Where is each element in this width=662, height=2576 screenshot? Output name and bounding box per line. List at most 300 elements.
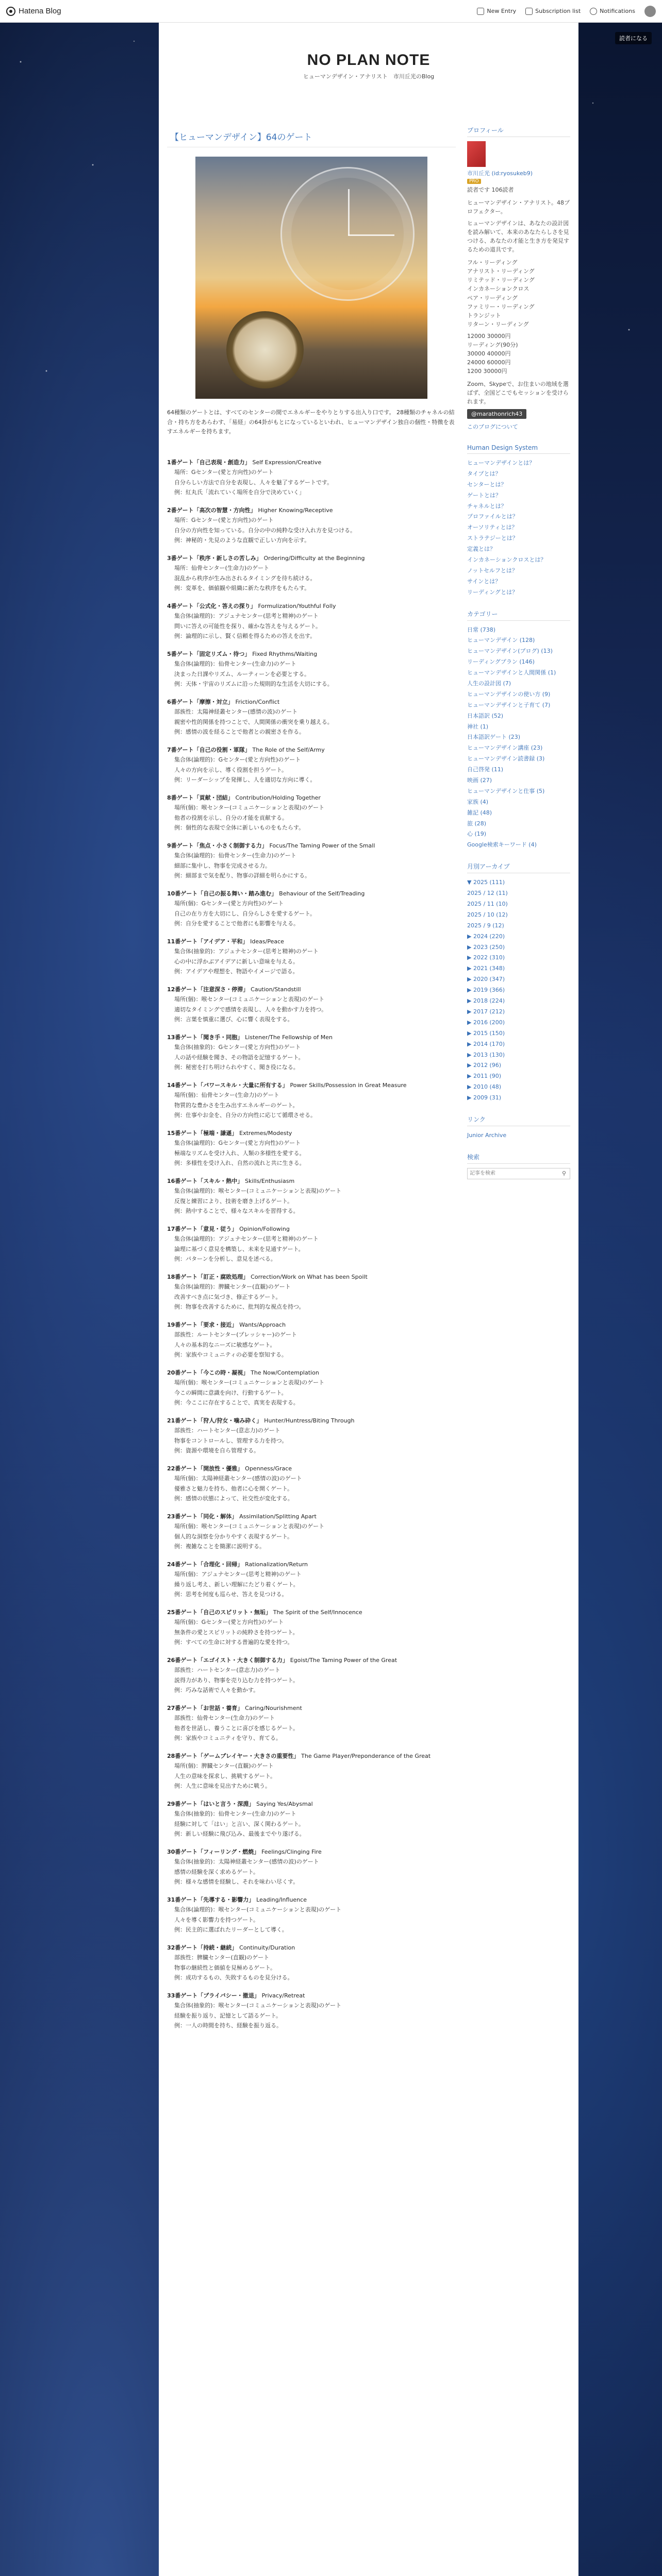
gate-title: 11番ゲート「アイデア・平和」 — [167, 938, 249, 945]
gate-item — [167, 1080, 456, 1120]
gate-title: 26番ゲート「エゴイスト・大きく制御する力」 — [167, 1657, 288, 1664]
entry-title[interactable]: 【ヒューマンデザイン】64のゲート — [167, 126, 456, 147]
category-links — [467, 625, 570, 851]
archive-link[interactable]: ▶ 2017 (212) — [467, 1008, 505, 1015]
gate-line: 部族性：ハートセンター(意志力)のゲート — [174, 1427, 280, 1434]
price-lines — [467, 332, 570, 376]
contact-text: Zoom、Skypeで、お住まいの地域を選ばず、全国どこでもセッションを受けられます。 — [467, 380, 569, 405]
gate-line: 例：秘密を打ち明けられやすく、聞き役になる。 — [174, 1063, 299, 1071]
hatena-logo-icon — [6, 7, 15, 16]
gate-heading — [167, 457, 456, 467]
gate-english-name: Ordering/Difficulty at the Beginning — [263, 555, 365, 562]
about-blog-link[interactable]: このブログについて — [467, 423, 518, 431]
category-link[interactable]: ヒューマンデザイン (128) — [467, 637, 535, 644]
gate-title: 25番ゲート「自己のスピリット・無垢」 — [167, 1609, 271, 1616]
gate-item — [167, 889, 456, 928]
gate-title: 5番ゲート「固定リズム・待つ」 — [167, 651, 251, 658]
category-link[interactable]: 日本語訳ゲート (23) — [467, 734, 521, 741]
gate-line: 例：複雑なことを簡潔に説明する。 — [174, 1543, 265, 1550]
gate-title: 13番ゲート「聞き手・同胞」 — [167, 1034, 243, 1041]
category-link[interactable]: ヒューマンデザイン読書録 (3) — [467, 755, 545, 762]
gate-line: 集合体(論理的)：Gセンター(愛と方向性)のゲート — [174, 1140, 301, 1147]
archive-link[interactable]: ▶ 2013 (130) — [467, 1051, 505, 1058]
gate-line: 例：感情の状態によって、社交性が変化する。 — [174, 1495, 293, 1502]
gate-line: 場所(個)：喉センター(コミュニケーションと表現)のゲート — [174, 1523, 325, 1530]
design-link[interactable]: ゲートとは？ — [467, 492, 501, 499]
gate-line: 部族性：ルートセンター(プレッシャー)のゲート — [174, 1331, 297, 1338]
gate-line: 部族性：仙骨センター(生命力)のゲート — [174, 1715, 275, 1722]
category-link[interactable]: 家族 (4) — [467, 798, 489, 805]
gate-title: 14番ゲート「パワースキル・大量に所有する」 — [167, 1082, 288, 1089]
gate-line: 例：巧みな話術で人々を動かす。 — [174, 1686, 259, 1693]
gate-title: 17番ゲート「意見・従う」 — [167, 1226, 238, 1233]
gate-english-name: Hunter/Huntress/Biting Through — [264, 1417, 355, 1425]
archive-link[interactable]: ▼ 2025 (111) — [467, 879, 505, 886]
gate-item — [167, 553, 456, 593]
gate-english-name: The Spirit of the Self/Innocence — [273, 1609, 362, 1616]
gate-heading — [167, 1895, 456, 1905]
gate-heading — [167, 889, 456, 899]
gate-heading — [167, 1943, 456, 1953]
gate-line: 極端なリズムを受け入れ、人類の多様性を愛する。 — [174, 1149, 305, 1157]
gate-line: 決まった日課やリズム、ルーティーンを必要とする。 — [174, 670, 310, 677]
gate-line: 集合体(論理的)：脾臓センター(直観)のゲート — [174, 1283, 291, 1291]
design-link[interactable]: ノットセルフとは？ — [467, 567, 518, 574]
gate-line: 場所(個)：喉センター(コミュニケーションと表現)のゲート — [174, 1379, 325, 1386]
gate-item — [167, 1607, 456, 1647]
gate-line: 集合体(論理的)：アジュナセンター(思考と精神)のゲート — [174, 613, 319, 620]
gate-heading — [167, 1799, 456, 1809]
search-icon[interactable]: ⚲ — [561, 1170, 567, 1177]
gate-line: 集合体(論理的)：アジュナセンター(思考と精神)のゲート — [174, 1235, 319, 1243]
gate-english-name: Rationalization/Return — [245, 1561, 308, 1568]
gate-heading — [167, 1847, 456, 1857]
gate-line: 場所(個)：喉センター(コミュニケーションと表現)のゲート — [174, 996, 325, 1003]
gate-line: 例：リーダーシップを発揮し、人を適切な方向に導く。 — [174, 776, 316, 783]
gate-english-name: The Game Player/Preponderance of the Great — [301, 1753, 431, 1760]
external-link[interactable]: Junior Archive — [467, 1131, 507, 1139]
category-link[interactable]: ヒューマンデザインと仕事 (5) — [467, 787, 545, 794]
profile-name[interactable]: 市川丘光 (id:ryosukeb9) — [467, 170, 533, 177]
gate-title: 21番ゲート「狩人/狩女・噛み砕く」 — [167, 1417, 262, 1425]
gate-english-name: Contribution/Holding Together — [235, 794, 321, 802]
gate-item — [167, 1368, 456, 1408]
archive-link[interactable]: ▶ 2014 (170) — [467, 1040, 505, 1047]
blog-header — [159, 23, 578, 80]
gate-line: 混乱から秩序が生み出されるタイミングを待ち続ける。 — [174, 574, 316, 582]
archive-link[interactable]: ▶ 2009 (31) — [467, 1094, 502, 1101]
gate-heading — [167, 1176, 456, 1186]
gate-line: 物質的な豊かさを生み出すエネルギーのゲート。 — [174, 1101, 299, 1109]
gate-line: 場所(個)：Gセンター(愛と方向性)のゲート — [174, 900, 284, 907]
category-link[interactable]: 人生の設計図 (7) — [467, 680, 511, 687]
gate-heading — [167, 553, 456, 563]
archive-link[interactable]: ▶ 2022 (310) — [467, 954, 505, 961]
category-link[interactable]: ヒューマンデザイン(ブログ) (13) — [467, 648, 553, 655]
category-link[interactable]: 日常 (738) — [467, 626, 496, 633]
gate-line: 物事をコントロールし、管理する力を持つ。 — [174, 1437, 288, 1444]
archive-heading: 月別アーカイブ — [467, 862, 570, 873]
gate-line: 自己の在り方を大切にし、自分らしさを愛するゲート。 — [174, 910, 316, 917]
gate-line: 例：天体・宇宙のリズムに沿った規則的な生活を大切にする。 — [174, 680, 333, 687]
gate-heading — [167, 1128, 456, 1138]
gate-line: 例：熱中することで、様々なスキルを習得する。 — [174, 1207, 299, 1214]
gate-item — [167, 1128, 456, 1168]
archive-link[interactable]: ▶ 2020 (347) — [467, 976, 505, 983]
gate-title: 7番ゲート「自己の役割・軍隊」 — [167, 747, 251, 754]
price-line: 30000 40000円 — [467, 350, 511, 357]
gate-heading — [167, 1320, 456, 1330]
gate-line: 集合体(論理的)：仙骨センター(生命力)のゲート — [174, 660, 296, 668]
gate-title: 9番ゲート「焦点・小さく制御する力」 — [167, 842, 268, 850]
design-link[interactable]: 定義とは？ — [467, 546, 495, 553]
gate-line: 例：様々な感情を経験し、それを味わい尽くす。 — [174, 1878, 299, 1885]
design-link[interactable]: サインとは？ — [467, 578, 501, 585]
archive-link[interactable]: ▶ 2012 (96) — [467, 1062, 502, 1069]
design-link[interactable]: インカネーションクロスとは？ — [467, 556, 547, 563]
category-link[interactable]: 雑記 (48) — [467, 809, 492, 816]
category-link[interactable]: 映画 (27) — [467, 777, 492, 784]
gate-english-name: Self Expression/Creative — [252, 459, 322, 466]
category-link[interactable]: 旅 (28) — [467, 820, 487, 827]
gate-item — [167, 1464, 456, 1503]
gate-line: 例：一人の時間を持ち、経験を振り返る。 — [174, 2022, 282, 2029]
bell-icon — [590, 8, 597, 15]
gate-line: 例：パターンを分析し、意見を述べる。 — [174, 1255, 276, 1262]
gate-item — [167, 1416, 456, 1455]
profile-text: ヒューマンデザイン・アナリスト。48プロフェクター。 — [467, 199, 570, 215]
gate-title: 4番ゲート「公式化・答えの探り」 — [167, 603, 256, 610]
archive-link[interactable]: ▶ 2018 (224) — [467, 997, 505, 1005]
gate-english-name: Privacy/Retreat — [261, 1992, 305, 1999]
gate-title: 22番ゲート「開放性・優雅」 — [167, 1465, 243, 1472]
category-link[interactable]: 神社 (1) — [467, 723, 489, 730]
archive-link[interactable]: 2025 / 11 (10) — [467, 901, 508, 908]
gate-line: 集合体(抽象的)：Gセンター(愛と方向性)のゲート — [174, 1044, 301, 1051]
gate-line: 集合体(論理的)：喉センター(コミュニケーションと表現)のゲート — [174, 1188, 342, 1195]
subscription-list-button[interactable] — [525, 8, 581, 15]
blog-container — [159, 23, 578, 2576]
gate-item — [167, 1512, 456, 1551]
price-line: リーディング(90分) — [467, 341, 518, 348]
gate-line: 例：言葉を慎重に選び、心に響く表現をする。 — [174, 1015, 293, 1023]
gate-line: 細部に集中し、物事を完成させる力。 — [174, 862, 271, 869]
design-link[interactable]: ヒューマンデザインとは？ — [467, 459, 535, 466]
gate-line: 繰り返し考え、新しい理解にたどり着くゲート。 — [174, 1581, 299, 1588]
gate-heading — [167, 745, 456, 755]
gate-line: 例：変革を、価値観や組織に新たな秩序をもたらす。 — [174, 584, 310, 591]
gate-line: 適切なタイミングで感情を表現し、人々を動かす力を持つ。 — [174, 1006, 327, 1013]
gate-english-name: Focus/The Taming Power of the Small — [269, 842, 375, 850]
gate-line: 例：民主的に選ばれたリーダーとして導く。 — [174, 1926, 288, 1933]
gate-item — [167, 1272, 456, 1312]
search-heading: 検索 — [467, 1153, 570, 1164]
gate-english-name: The Role of the Self/Army — [252, 747, 325, 754]
gate-english-name: Ideas/Peace — [250, 938, 284, 945]
gate-english-name: Wants/Approach — [239, 1321, 286, 1329]
gate-line: 集合体(論理的)：仙骨センター(生命力)のゲート — [174, 852, 296, 859]
archive-link[interactable]: 2025 / 9 (12) — [467, 922, 504, 929]
gate-item — [167, 697, 456, 737]
search-input[interactable] — [468, 1168, 558, 1179]
gate-line: 例：資源や環境を自ら管理する。 — [174, 1447, 259, 1454]
gate-english-name: Feelings/Clinging Fire — [261, 1849, 322, 1856]
gate-heading — [167, 1272, 456, 1282]
gate-line: 例：個性的な表現で全体に新しいものをもたらす。 — [174, 824, 305, 831]
gate-line: 部族性：太陽神経叢センター(感情の波)のゲート — [174, 708, 298, 716]
gate-title: 6番ゲート「摩擦・対立」 — [167, 699, 234, 706]
link-heading: リンク — [467, 1115, 570, 1126]
subscription-label: Subscription list — [535, 8, 581, 14]
gate-line: 人々の方向を示し、導く役割を担うゲート。 — [174, 766, 288, 773]
gate-item — [167, 1032, 456, 1072]
gate-heading — [167, 1224, 456, 1234]
gate-title: 3番ゲート「秩序・新しさの苦しみ」 — [167, 555, 262, 562]
gate-item — [167, 505, 456, 545]
gate-line: 問いに答えの可能性を探り、確かな答えを与えるゲート。 — [174, 622, 322, 630]
gate-heading — [167, 601, 456, 611]
gate-line: 反復と練習により、技術を磨き上げるゲート。 — [174, 1197, 293, 1205]
gate-line: 心の中に浮かぶアイデアに新しい意味を与える。 — [174, 958, 299, 965]
gate-heading — [167, 1080, 456, 1090]
gate-english-name: Higher Knowing/Receptive — [258, 507, 333, 514]
gate-item — [167, 1320, 456, 1360]
design-link[interactable]: チャネルとは？ — [467, 502, 507, 510]
gate-heading — [167, 1607, 456, 1617]
design-link[interactable]: タイプとは？ — [467, 470, 501, 477]
avatar[interactable] — [644, 6, 656, 17]
gate-line: 場所(個)：脾臓センター(直観)のゲート — [174, 1762, 274, 1770]
gate-line: 経験に対して「はい」と言い、深く関わるゲート。 — [174, 1820, 305, 1827]
design-link[interactable]: オーソリティとは？ — [467, 524, 518, 531]
gate-line: 自分の方向性を知っている。自分の中の純粋な受け入れ方を見つける。 — [174, 527, 356, 534]
gate-line: 例：家族やコミュニティを守り、育てる。 — [174, 1734, 282, 1741]
gate-line: 例：思考を何度も巡らせ、答えを見つける。 — [174, 1590, 288, 1598]
gate-heading — [167, 793, 456, 803]
gate-english-name: Behaviour of the Self/Treading — [279, 890, 365, 897]
gate-line: 感情の経験を深く求めるゲート。 — [174, 1868, 259, 1875]
gate-english-name: Extremes/Modesty — [239, 1130, 292, 1137]
gate-item — [167, 1176, 456, 1216]
menu-line: フル・リーディング — [467, 259, 518, 266]
menu-line: インカネーションクロス — [467, 285, 529, 293]
gate-line: 部族性：ハートセンター(意志力)のゲート — [174, 1667, 280, 1674]
gate-english-name: Saying Yes/Abysmal — [256, 1801, 313, 1808]
gate-heading — [167, 937, 456, 946]
gate-line: 場所(個)：喉センター(コミュニケーションと表現)のゲート — [174, 804, 325, 811]
category-link[interactable]: 自己啓発 (11) — [467, 766, 504, 773]
category-link[interactable]: Google検索キーワード (4) — [467, 841, 537, 849]
gate-item — [167, 1655, 456, 1695]
gate-line: 優雅さと魅力を持ち、他者に心を開くゲート。 — [174, 1485, 293, 1492]
gate-line: 部族性：脾臓センター(直観)のゲート — [174, 1954, 270, 1961]
design-link[interactable]: センターとは？ — [467, 481, 507, 488]
profile-image[interactable] — [467, 141, 486, 167]
gate-item — [167, 1943, 456, 1982]
gate-heading — [167, 1751, 456, 1761]
category-link[interactable]: ヒューマンデザイン講座 (23) — [467, 744, 543, 752]
gate-line: 場所(個)：Gセンター(愛と方向性)のゲート — [174, 1619, 284, 1626]
hatena-blog-logo[interactable] — [6, 7, 61, 16]
clock-image — [280, 167, 415, 301]
design-link[interactable]: プロファイルとは？ — [467, 513, 518, 520]
gate-item — [167, 841, 456, 880]
compass-image — [226, 311, 304, 388]
gate-heading — [167, 1416, 456, 1426]
design-links — [467, 458, 570, 598]
gate-item — [167, 1895, 456, 1935]
profile-text-2: ヒューマンデザインは、あなたの設計図を読み解いて、本来のあなたらしさを見つける、あなたの才能と生き方を発見するための道具です。 — [467, 220, 569, 253]
archive-link[interactable]: ▶ 2016 (200) — [467, 1019, 505, 1026]
menu-lines — [467, 258, 570, 328]
notifications-button[interactable] — [590, 8, 635, 15]
gate-line: 今この瞬間に意識を向け、行動するゲート。 — [174, 1389, 287, 1396]
archive-link[interactable]: ▶ 2010 (48) — [467, 1083, 502, 1091]
gate-line: 例：今ここに存在することで、真実を表現する。 — [174, 1399, 299, 1406]
gate-line: 例：紅丸氏「流れていく場所を自分で決めていく」 — [174, 488, 305, 496]
new-entry-button[interactable] — [477, 8, 516, 15]
global-header — [0, 0, 662, 23]
gate-line: 論理に基づく意見を構築し、未来を見通すゲート。 — [174, 1245, 304, 1252]
menu-line: リミテッド・リーディング — [467, 277, 535, 284]
gate-line: 例：神秘的・先見のような直観で正しい方向を示す。 — [174, 536, 310, 544]
category-link[interactable]: ヒューマンデザインと人間関係 (1) — [467, 669, 556, 676]
gate-line: 場所(個)：太陽神経叢センター(感情の波)のゲート — [174, 1475, 302, 1482]
gate-line: 例：仕事やお金を、自分の方向性に応じて循環させる。 — [174, 1111, 316, 1118]
gate-line: 個人的な洞察を分かりやすく表現するゲート。 — [174, 1533, 293, 1540]
gate-title: 30番ゲート「フィーリング・燃焼」 — [167, 1849, 260, 1856]
gate-heading — [167, 985, 456, 994]
gate-english-name: Formulization/Youthful Folly — [258, 603, 336, 610]
list-icon — [525, 8, 533, 15]
gate-item — [167, 601, 456, 641]
archive-link[interactable]: ▶ 2011 (90) — [467, 1073, 502, 1080]
gate-item — [167, 1560, 456, 1599]
gate-line: 物事の継続性と価値を見極めるゲート。 — [174, 1964, 276, 1971]
gate-item — [167, 649, 456, 689]
category-link[interactable]: 日本語訳 (52) — [467, 712, 504, 719]
gate-item — [167, 793, 456, 833]
gate-heading — [167, 697, 456, 707]
gate-title: 29番ゲート「はいと言う・深淵」 — [167, 1801, 255, 1808]
gate-heading — [167, 1560, 456, 1569]
menu-line: ペア・リーディング — [467, 294, 518, 301]
gate-english-name: Openness/Grace — [245, 1465, 292, 1472]
gate-line: 無条件の愛とスピリットの純粋さを持つゲート。 — [174, 1629, 299, 1636]
gate-item — [167, 1799, 456, 1839]
gate-title: 1番ゲート「自己表現・創造力」 — [167, 459, 251, 466]
archive-link[interactable]: ▶ 2019 (366) — [467, 987, 505, 994]
gate-line: 自分らしい方法で自分を表現し、人々を魅了するゲートです。 — [174, 479, 333, 486]
follow-button[interactable]: @marathonrich43 — [467, 409, 526, 419]
archive-link[interactable]: ▶ 2024 (220) — [467, 933, 505, 940]
gate-line: 例：人生に意味を見出すために戦う。 — [174, 1782, 271, 1789]
gate-line: 例：物事を改善するために、批判的な視点を持つ。 — [174, 1303, 305, 1310]
gate-line: 人の話や経験を聞き、その物語を記憶するゲート。 — [174, 1054, 304, 1061]
menu-line: リターン・リーディング — [467, 320, 529, 328]
gate-title: 16番ゲート「スキル・熱中」 — [167, 1178, 243, 1185]
gate-title: 28番ゲート「ゲームプレイヤー・大きさの重要性」 — [167, 1753, 300, 1760]
design-link[interactable]: リーディングとは？ — [467, 588, 518, 596]
gate-heading — [167, 1655, 456, 1665]
price-line: 24000 60000円 — [467, 359, 511, 366]
subscribe-reader-button[interactable]: 読者になる — [615, 32, 652, 44]
gate-line: 人々を導く影響力を持つゲート。 — [174, 1916, 259, 1923]
gate-item — [167, 1751, 456, 1791]
gate-heading — [167, 505, 456, 515]
gate-heading — [167, 841, 456, 851]
archive-link[interactable]: ▶ 2015 (150) — [467, 1029, 505, 1037]
gate-item — [167, 745, 456, 785]
category-heading: カテゴリー — [467, 609, 570, 621]
reader-count: 読者です 106読者 — [467, 187, 514, 193]
gate-list — [167, 457, 456, 2030]
gate-line: 集合体(抽象的)：太陽神経叢センター(感情の波)のゲート — [174, 1858, 319, 1866]
gate-english-name: Caring/Nourishment — [245, 1705, 302, 1712]
archive-link[interactable]: ▶ 2021 (348) — [467, 965, 505, 972]
gate-heading — [167, 1464, 456, 1473]
gate-line: 改善すべき点に気づき、修正するゲート。 — [174, 1293, 282, 1300]
gate-english-name: Listener/The Fellowship of Men — [245, 1034, 333, 1041]
gate-line: 例：多様性を受け入れ、自然の流れと共に生きる。 — [174, 1159, 305, 1166]
new-entry-label: New Entry — [487, 8, 517, 14]
gate-english-name: Assimilation/Splitting Apart — [239, 1513, 317, 1520]
gate-item — [167, 937, 456, 976]
archive-link[interactable]: 2025 / 12 (11) — [467, 890, 508, 897]
gate-item — [167, 1847, 456, 1887]
archive-links — [467, 877, 570, 1104]
gate-title: 10番ゲート「自己の振る舞い・踏み進む」 — [167, 890, 277, 897]
gate-line: 説得力があり、物事を売り込む力を持つゲート。 — [174, 1676, 299, 1684]
gate-line: 例：すべての生命に対する普遍的な愛を持つ。 — [174, 1638, 293, 1646]
gate-english-name: Correction/Work on What has been Spoilt — [251, 1274, 368, 1281]
gate-title: 23番ゲート「同化・解体」 — [167, 1513, 238, 1520]
price-line: 12000 30000円 — [467, 332, 511, 340]
gate-english-name: Continuity/Duration — [239, 1944, 295, 1952]
blog-title[interactable]: NO PLAN NOTE — [307, 52, 431, 69]
gate-line: 例：自分を愛することで他者にも影響を与える。 — [174, 920, 299, 927]
gate-line: 他者の役割を示し、自分の才能を貢献する。 — [174, 814, 288, 821]
gate-line: 場所：Gセンター(愛と方向性)のゲート — [174, 517, 274, 524]
gate-english-name: Fixed Rhythms/Waiting — [252, 651, 318, 658]
category-link[interactable]: 心 (19) — [467, 831, 487, 838]
gate-title: 33番ゲート「プライバシー・撤退」 — [167, 1992, 260, 1999]
price-line: 1200 30000円 — [467, 367, 507, 375]
profile-heading: プロフィール — [467, 126, 570, 137]
gate-line: 例：細部まで気を配り、物事の詳細を明らかにする。 — [174, 872, 310, 879]
gate-english-name: Egoist/The Taming Power of the Great — [290, 1657, 398, 1664]
gate-heading — [167, 1032, 456, 1042]
gate-line: 集合体(論理的)：Gセンター(愛と方向性)のゲート — [174, 756, 301, 764]
brand-label: Hatena Blog — [19, 7, 61, 15]
gate-line: 場所：Gセンター(愛と方向性)のゲート — [174, 469, 274, 476]
archive-link[interactable]: 2025 / 10 (12) — [467, 911, 508, 918]
gate-title: 24番ゲート「合理化・回帰」 — [167, 1561, 243, 1568]
archive-link[interactable]: ▶ 2023 (250) — [467, 943, 505, 951]
category-link[interactable]: リーディングプラン (146) — [467, 658, 535, 666]
gate-heading — [167, 1368, 456, 1378]
gate-heading — [167, 649, 456, 659]
gate-item — [167, 985, 456, 1024]
category-link[interactable]: ヒューマンデザインと子育て (7) — [467, 701, 551, 708]
design-link[interactable]: ストラテジーとは？ — [467, 535, 518, 542]
gate-english-name: Skills/Enthusiasm — [245, 1178, 295, 1185]
gate-english-name: Friction/Conflict — [235, 699, 280, 706]
category-link[interactable]: ヒューマンデザインの使い方 (9) — [467, 690, 551, 698]
gate-item — [167, 1703, 456, 1743]
gate-english-name: The Now/Contemplation — [251, 1369, 319, 1377]
gate-title: 32番ゲート「持続・継続」 — [167, 1944, 238, 1952]
